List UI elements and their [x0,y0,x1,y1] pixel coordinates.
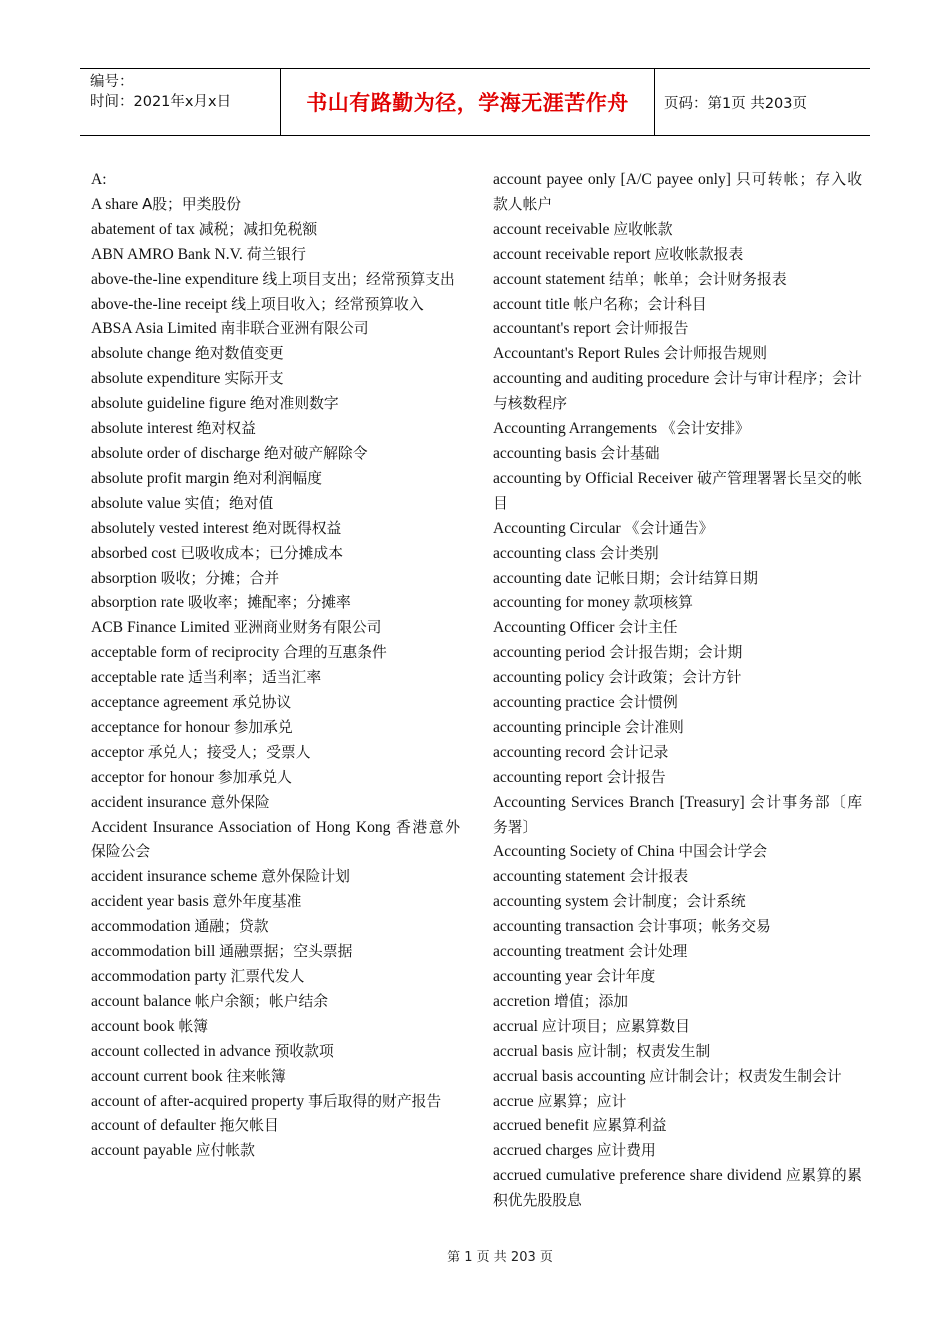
glossary-entry [91,517,460,542]
glossary-entry [493,990,862,1015]
glossary-entry [493,542,862,567]
glossary-entry [91,542,460,567]
entry-term: Accident Insurance Association of Hong Kong [91,818,391,836]
entry-term: acceptable rate [91,669,185,687]
entry-translation: 应计费用 [596,1142,656,1160]
glossary-entry [91,691,460,716]
glossary-entry [493,218,862,243]
entry-translation: 记帐日期；会计结算日期 [595,569,758,587]
glossary-entry [91,193,460,218]
entry-term: acceptable form of reciprocity [91,644,280,662]
entry-translation: 绝对既得权益 [252,519,342,537]
entry-term: accommodation bill [91,943,216,961]
entry-translation: 通融票据；空头票据 [219,943,353,961]
entry-translation: 事后取得的财产报告 [308,1092,442,1110]
glossary-entry [91,492,460,517]
page-header [80,68,870,136]
entry-translation: 破产管理署署长呈交的帐目 [493,469,862,512]
glossary-entry [91,890,460,915]
entry-term: accounting system [493,893,609,911]
entry-term: account receivable report [493,245,651,263]
entry-translation: 会计政策；会计方针 [608,669,742,687]
glossary-entry [493,641,862,666]
entry-term: Accounting Arrangements [493,420,658,438]
entry-term: Accounting Circular [493,519,621,537]
entry-translation: 实际开支 [224,370,284,388]
entry-translation: 意外年度基准 [212,893,302,911]
glossary-entry [493,1065,862,1090]
entry-translation: 应付帐款 [195,1142,255,1160]
entry-term: Accountant's Report Rules [493,345,660,363]
entry-translation: 会计处理 [628,943,688,961]
entry-term: accounting transaction [493,918,634,936]
glossary-entry [493,616,862,641]
entry-term: accounting basis [493,444,597,462]
glossary-entry [493,1139,862,1164]
entry-translation: 会计制度；会计系统 [612,893,746,911]
glossary-entry [493,243,862,268]
entry-term: accrue [493,1092,534,1110]
entry-translation: 吸收率；摊配率；分摊率 [188,594,351,612]
entry-term: Accounting Services Branch [Treasury] [493,793,745,811]
entry-translation: 承兑人；接受人；受票人 [147,743,311,761]
glossary-entry [91,1040,460,1065]
entry-translation: 应累算；应计 [537,1092,627,1110]
entry-translation: 绝对数值变更 [194,345,284,363]
entry-term: accrual [493,1017,539,1035]
glossary-entry [493,417,862,442]
entry-term: accrual basis [493,1042,574,1060]
entry-translation: 应累算利益 [592,1117,667,1135]
entry-term: abatement of tax [91,220,195,238]
entry-term: ABN AMRO Bank N.V. [91,245,243,263]
entry-translation: 会计基础 [600,444,660,462]
entry-translation: 会计类别 [599,544,659,562]
glossary-entry [493,268,862,293]
glossary-entry [91,791,460,816]
entry-translation: 拖欠帐目 [219,1117,279,1135]
entry-translation: 应累算的累积优先股股息 [493,1167,862,1210]
entry-term: accounting treatment [493,943,625,961]
glossary-entry [493,865,862,890]
glossary-entry [493,467,862,517]
entry-translation: 帐户名称；会计科目 [573,295,707,313]
entry-translation: 应收帐款报表 [654,245,744,263]
entry-translation: 承兑协议 [232,694,292,712]
entry-term: absolutely vested interest [91,519,249,537]
entry-translation: 增值；添加 [554,992,629,1010]
entry-translation: 荷兰银行 [246,245,306,263]
entry-translation: 《会计通告》 [624,519,714,537]
entry-translation: 线上项目支出；经常预算支出 [262,270,455,288]
glossary-entry [493,317,862,342]
entry-translation: 会计事项；帐务交易 [637,918,771,936]
glossary-entry [493,691,862,716]
glossary-entry [91,467,460,492]
entry-term: A share [91,195,139,213]
entry-translation: 会计报告期；会计期 [609,644,743,662]
entry-translation: 会计主任 [618,619,678,637]
glossary-entry [493,367,862,417]
glossary-entry [91,218,460,243]
entry-term: accommodation [91,918,191,936]
entry-translation: 参加承兑人 [217,768,292,786]
entry-term: absorption [91,569,157,587]
entry-term: account collected in advance [91,1042,271,1060]
entry-translation: 减税；减扣免税额 [198,220,318,238]
entry-term: account payee only [A/C payee only] [493,171,731,188]
entry-translation: 意外保险计划 [261,868,350,886]
glossary-entry [493,741,862,766]
entry-translation: 应计制；权责发生制 [577,1042,711,1060]
glossary-entry [91,442,460,467]
glossary-entry [493,766,862,791]
glossary-entry [91,965,460,990]
glossary-entry [91,591,460,616]
glossary-entry [91,243,460,268]
entry-term: absolute interest [91,420,193,438]
entry-translation: 会计准则 [624,718,684,736]
entry-term: accounting practice [493,694,615,712]
entry-term: accounting record [493,743,606,761]
glossary-entry [91,168,460,193]
entry-translation: 合理的互惠条件 [283,644,387,662]
glossary-entry [91,616,460,641]
entry-translation: 会计师报告规则 [663,345,768,363]
glossary-entry [91,940,460,965]
entry-term: accountant's report [493,320,611,338]
glossary-entry [493,591,862,616]
glossary-entry [91,865,460,890]
entry-translation: 香港意外保险公会 [91,818,460,861]
glossary-entry [493,840,862,865]
entry-translation: 应计项目；应累算数目 [541,1017,690,1035]
entry-term: account statement [493,270,606,288]
glossary-entry [493,1090,862,1115]
entry-term: acceptor [91,743,144,761]
glossary-entry [493,890,862,915]
entry-translation: 帐户余额；帐户结余 [194,992,329,1010]
entry-term: absolute order of discharge [91,444,261,462]
entry-term: absolute change [91,345,192,363]
entry-translation: 已吸收成本；已分摊成本 [180,544,343,562]
entry-term: accommodation party [91,968,227,985]
glossary-entry [493,442,862,467]
entry-term: above-the-line receipt [91,295,228,313]
entry-term: absolute guideline figure [91,395,247,413]
entry-translation: 实值；绝对值 [184,494,274,512]
glossary-entry [493,1040,862,1065]
document-date: 时间：2021年x月x日 [90,94,232,110]
entry-translation: 绝对准则数字 [249,395,339,413]
entry-translation: 结单；帐单；会计财务报表 [609,270,787,288]
entry-translation: 线上项目收入；经常预算收入 [231,295,424,313]
entry-translation: 绝对破产解除令 [263,444,368,462]
glossary-entry [91,990,460,1015]
glossary-entry [91,317,460,342]
glossary-entry [493,1114,862,1139]
entry-translation: 只可转帐；存入收款人帐户 [493,171,862,213]
entry-term: account balance [91,992,191,1010]
entry-term: accounting by Official Receiver [493,469,693,487]
entry-term: accounting year [493,968,593,985]
glossary-entry [91,367,460,392]
entry-translation: 会计与审计程序；会计与核数程序 [493,370,862,413]
glossary-entry [493,1164,862,1214]
glossary-entry [91,1015,460,1040]
entry-translation: 绝对权益 [196,420,256,438]
entry-translation: 会计惯例 [618,694,678,712]
glossary-entry [493,168,862,218]
entry-term: Accounting Officer [493,619,615,637]
glossary-entry [91,392,460,417]
entry-term: absorption rate [91,594,185,612]
entry-term: accident insurance [91,793,207,811]
glossary-entry [91,666,460,691]
entry-translation: 应计制会计；权责发生制会计 [649,1067,842,1085]
glossary-entry [91,741,460,766]
entry-term: A: [91,171,107,188]
entry-term: account receivable [493,220,610,238]
entry-term: absorbed cost [91,544,177,562]
entry-term: above-the-line expenditure [91,270,259,288]
entry-term: accrued benefit [493,1117,589,1135]
entry-term: account of defaulter [91,1117,216,1135]
entry-term: accident year basis [91,893,209,911]
entry-translation: 会计报表 [628,868,689,886]
entry-translation: 《会计安排》 [661,420,750,438]
entry-translation: A股；甲类股份 [142,195,242,213]
entry-term: accrual basis accounting [493,1067,646,1085]
entry-translation: 汇票代发人 [230,968,305,985]
entry-term: accounting and auditing procedure [493,370,710,388]
header-page-info: 页码：第1页 共203页 [664,95,808,112]
entry-term: accounting statement [493,868,626,886]
glossary-entry [91,342,460,367]
glossary-entry [493,1015,862,1040]
glossary-right-column [493,168,862,1214]
glossary-entry [493,293,862,318]
entry-term: account of after-acquired property [91,1092,305,1110]
glossary-entry [91,417,460,442]
entry-translation: 意外保险 [210,793,270,811]
glossary-left-column [91,168,460,1164]
page-footer: 第 1 页 共 203 页 [447,1250,553,1265]
entry-term: ACB Finance Limited [91,619,230,637]
glossary-entry [493,342,862,367]
entry-term: account book [91,1017,175,1035]
glossary-entry [91,1090,460,1115]
entry-translation: 中国会计学会 [678,843,768,861]
entry-term: accounting report [493,768,603,786]
entry-translation: 会计年度 [596,968,656,985]
glossary-entry [493,915,862,940]
entry-translation: 会计报告 [606,768,666,786]
glossary-entry [91,816,460,866]
glossary-entry [493,666,862,691]
glossary-entry [493,567,862,592]
entry-translation: 亚洲商业财务有限公司 [233,619,382,637]
entry-term: accounting principle [493,718,621,736]
glossary-entry [91,1114,460,1139]
header-motto: 书山有路勤为径，学海无涯苦作舟 [281,69,655,135]
entry-translation: 往来帐簿 [226,1067,286,1085]
glossary-entry [91,1139,460,1164]
entry-term: absolute profit margin [91,469,230,487]
glossary-entry [91,567,460,592]
entry-term: accrued charges [493,1142,593,1160]
entry-term: account title [493,295,570,313]
entry-term: acceptance agreement [91,694,229,712]
entry-translation: 会计记录 [609,743,669,761]
glossary-entry [493,791,862,841]
entry-translation: 会计事务部〔库务署〕 [493,793,862,836]
glossary-entry [493,940,862,965]
glossary-entry [91,766,460,791]
entry-term: acceptor for honour [91,768,214,786]
entry-translation: 绝对利润幅度 [233,469,322,487]
entry-term: acceptance for honour [91,718,230,736]
entry-term: accretion [493,992,551,1010]
entry-translation: 吸收；分摊；合并 [160,569,280,587]
entry-translation: 会计师报告 [614,320,689,338]
entry-term: account payable [91,1142,192,1160]
entry-term: accounting for money [493,594,630,612]
entry-term: ABSA Asia Limited [91,320,217,338]
glossary-entry [91,1065,460,1090]
entry-translation: 参加承兑 [233,718,293,736]
entry-translation: 帐簿 [178,1017,209,1035]
glossary-entry [91,915,460,940]
entry-translation: 南非联合亚洲有限公司 [220,320,369,338]
entry-term: accounting period [493,644,606,662]
entry-translation: 款项核算 [633,594,693,612]
entry-translation: 预收款项 [274,1042,334,1060]
entry-term: accident insurance scheme [91,868,258,886]
entry-translation: 应收帐款 [613,220,673,238]
glossary-entry [91,268,460,293]
glossary-entry [493,517,862,542]
header-meta [80,69,281,135]
entry-term: Accounting Society of China [493,843,675,861]
glossary-entry [91,716,460,741]
entry-term: accounting date [493,569,592,587]
glossary-entry [91,641,460,666]
entry-translation: 适当利率；适当汇率 [187,669,322,687]
entry-term: account current book [91,1067,223,1085]
entry-term: accrued cumulative preference share dividend [493,1167,782,1185]
document-number-label: 编号： [90,74,134,90]
glossary-entry [91,293,460,318]
entry-term: absolute expenditure [91,370,221,388]
entry-term: absolute value [91,494,181,512]
glossary-entry [493,965,862,990]
entry-translation: 通融；贷款 [194,918,269,936]
glossary-entry [493,716,862,741]
entry-term: accounting policy [493,669,605,687]
entry-term: accounting class [493,544,596,562]
